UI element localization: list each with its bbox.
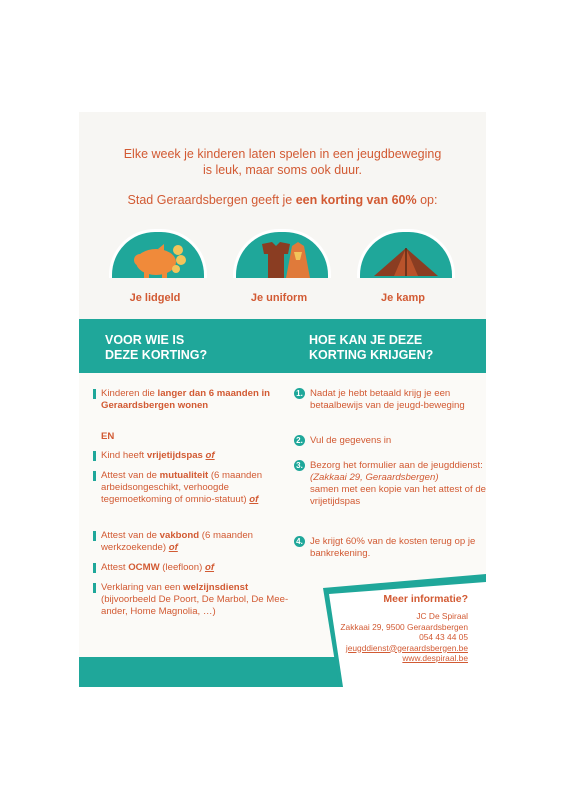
who-item-mutualiteit xyxy=(93,470,291,506)
category-label-uniform: Je uniform xyxy=(250,292,308,304)
category-label-kamp: Je kamp xyxy=(380,292,426,304)
piggy-bank-icon xyxy=(112,232,204,278)
how-step-1 xyxy=(294,388,486,412)
who-item-4-bold: vakbond xyxy=(159,530,200,541)
step-number: 2. xyxy=(294,435,305,446)
offer-pre: Stad Geraardsbergen geeft je xyxy=(127,193,296,207)
how-step-4 xyxy=(294,536,486,560)
who-item-welzijnsdienst xyxy=(93,582,291,618)
en-label: EN xyxy=(101,431,115,442)
uniform-circle xyxy=(233,229,331,278)
who-item-1-pre: Kinderen die xyxy=(101,388,158,399)
step-text-address: (Zakkaai 29, Geraardsbergen) xyxy=(310,472,439,483)
flyer xyxy=(79,112,486,687)
who-item-4-post: (6 maanden werkzoekende) xyxy=(101,530,253,553)
how-title-line-1: HOE KAN JE DEZE xyxy=(309,333,423,347)
or-label: of xyxy=(249,494,259,505)
who-item-5-bold: OCMW xyxy=(128,562,160,573)
who-item-2-pre: Kind heeft xyxy=(101,450,147,461)
info-phone: 054 43 44 05 xyxy=(419,632,468,642)
who-title xyxy=(105,333,207,363)
who-title-line-1: VOOR WIE IS xyxy=(105,333,185,347)
info-title-text: Meer informatie? xyxy=(383,593,468,605)
who-item-3-pre: Attest van de xyxy=(101,470,160,481)
uniform-icon xyxy=(236,232,328,278)
info-email-link[interactable]: jeugddienst@geraardsbergen.be xyxy=(345,642,468,653)
or-label: of xyxy=(205,450,215,461)
offer-bold: een korting van 60% xyxy=(295,193,417,207)
who-item-3-post: (6 maanden arbeidsongeschikt, verhoogde tegemoetkoming of omnio-statuut) xyxy=(101,470,263,505)
who-item-vrijetijdspas xyxy=(93,450,291,462)
step-number: 3. xyxy=(294,460,305,471)
who-item-6-bold: welzijnsdienst xyxy=(183,582,249,593)
info-title xyxy=(383,594,468,605)
tent-icon xyxy=(360,232,452,278)
offer-text xyxy=(79,192,486,208)
info-website-link[interactable]: www.despiraal.be xyxy=(402,653,468,663)
info-panel xyxy=(323,580,486,687)
who-item-ocmw xyxy=(93,562,291,574)
step-text: Nadat je hebt betaald krijg je een betaalbewijs van de jeugd-beweging xyxy=(310,388,465,411)
step-number: 1. xyxy=(294,388,305,399)
who-item-3-bold: mutualiteit xyxy=(159,470,209,481)
step-text: Vul de gegevens in xyxy=(310,435,392,446)
who-item-6-post: (bijvoorbeeld De Poort, De Marbol, De Mee-ander, Home Magnolia, …) xyxy=(101,594,289,617)
info-name: JC De Spiraal xyxy=(416,611,468,621)
how-step-2 xyxy=(294,435,486,447)
who-item-2-bold: vrijetijdspas xyxy=(146,450,203,461)
or-label: of xyxy=(204,562,215,573)
how-title xyxy=(309,333,433,363)
who-item-residence xyxy=(93,388,271,412)
category-label-lidgeld: Je lidgeld xyxy=(129,292,181,304)
kamp-circle xyxy=(357,229,455,278)
step-text-pre: Bezorg het formulier aan de jeugddienst: xyxy=(310,460,483,471)
how-title-line-2: KORTING KRIJGEN? xyxy=(309,348,434,362)
how-step-3 xyxy=(294,460,486,508)
who-item-5-pre: Attest xyxy=(101,562,129,573)
who-item-4-pre: Attest van de xyxy=(101,530,160,541)
intro-text xyxy=(79,146,486,178)
step-text-post: samen met een kopie van het attest of de vrijetijdspas xyxy=(310,484,486,507)
offer-post: op: xyxy=(416,193,438,207)
who-item-vakbond xyxy=(93,530,291,554)
section-header-band xyxy=(79,319,486,373)
who-item-1-bold: langer dan 6 maanden in Geraardsbergen wonen xyxy=(101,388,271,411)
step-text: Je krijgt 60% van de kosten terug op je bankrekening. xyxy=(310,536,476,559)
who-title-line-2: DEZE KORTING? xyxy=(105,348,208,362)
who-item-6-pre: Verklaring van een xyxy=(101,582,184,593)
who-item-5-post: (leefloon) xyxy=(159,562,205,573)
lidgeld-circle xyxy=(109,229,207,278)
or-label: of xyxy=(168,542,178,553)
intro-line-2: is leuk, maar soms ook duur. xyxy=(202,163,363,177)
step-number: 4. xyxy=(294,536,305,547)
info-address: Zakkaai 29, 9500 Geraardsbergen xyxy=(340,621,468,632)
intro-line-1: Elke week je kinderen laten spelen in een jeugdbeweging xyxy=(123,147,442,161)
